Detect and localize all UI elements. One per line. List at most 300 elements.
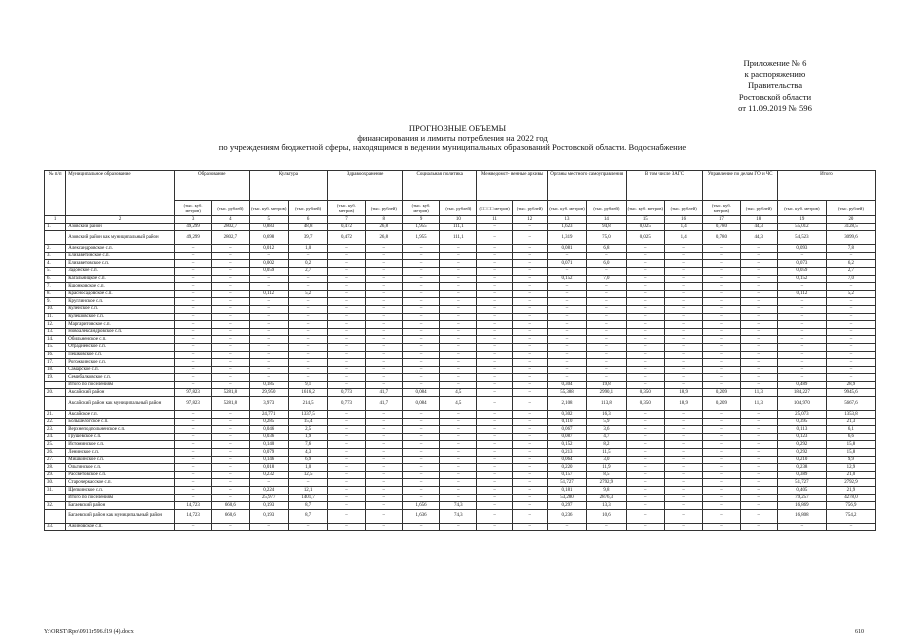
- value-cell: –: [477, 359, 512, 367]
- value-cell: –: [174, 487, 211, 495]
- value-cell: 0,036: [249, 433, 288, 441]
- municipality-cell: Новоалександровское с.п.: [66, 328, 175, 336]
- value-cell: –: [626, 252, 664, 260]
- value-cell: 74,3: [440, 509, 477, 523]
- municipality-cell: Азовский район как муниципальный район: [66, 231, 175, 245]
- value-cell: –: [512, 313, 547, 321]
- value-cell: –: [587, 523, 626, 531]
- value-cell: –: [402, 252, 439, 260]
- value-cell: –: [512, 487, 547, 495]
- header-unit-cell: (тыс. куб. метров): [547, 201, 586, 216]
- appendix-line: Ростовской области: [738, 91, 812, 102]
- title-line-1: ПРОГНОЗНЫЕ ОБЪЕМЫ: [408, 123, 507, 133]
- value-cell: –: [777, 313, 826, 321]
- table-row: [45, 523, 876, 531]
- row-number-cell: 30.: [45, 479, 66, 487]
- value-cell: –: [365, 441, 402, 449]
- value-cell: 104,970: [777, 397, 826, 411]
- row-number-cell: [45, 494, 66, 502]
- value-cell: –: [288, 359, 327, 367]
- value-cell: –: [212, 313, 249, 321]
- table-row: [45, 366, 876, 374]
- column-number-cell: 20: [826, 216, 875, 224]
- document-title: [0, 124, 905, 153]
- value-cell: 0,152: [777, 275, 826, 283]
- value-cell: 54,523: [777, 231, 826, 245]
- value-cell: –: [328, 479, 365, 487]
- value-cell: –: [626, 471, 664, 479]
- value-cell: –: [512, 366, 547, 374]
- column-number-cell: 18: [740, 216, 777, 224]
- table-row: [45, 305, 876, 313]
- data-table: [44, 170, 876, 531]
- column-number-cell: 11: [477, 216, 512, 224]
- value-cell: –: [477, 479, 512, 487]
- value-cell: –: [664, 305, 702, 313]
- value-cell: –: [402, 351, 439, 359]
- value-cell: –: [740, 313, 777, 321]
- value-cell: –: [212, 494, 249, 502]
- value-cell: –: [512, 464, 547, 472]
- row-number-cell: 19.: [45, 374, 66, 382]
- value-cell: –: [512, 290, 547, 298]
- column-number-cell: 6: [288, 216, 327, 224]
- value-cell: –: [249, 321, 288, 329]
- value-cell: –: [365, 374, 402, 382]
- value-cell: 0,146: [249, 456, 288, 464]
- value-cell: –: [328, 381, 365, 389]
- municipality-cell: Елизаветовское с.п.: [66, 260, 175, 268]
- value-cell: –: [826, 351, 875, 359]
- value-cell: –: [587, 267, 626, 275]
- value-cell: –: [547, 343, 586, 351]
- value-cell: –: [740, 275, 777, 283]
- value-cell: 4,7: [587, 433, 626, 441]
- value-cell: –: [477, 231, 512, 245]
- value-cell: 0,084: [402, 397, 439, 411]
- value-cell: –: [328, 359, 365, 367]
- value-cell: –: [512, 321, 547, 329]
- value-cell: 0,698: [249, 231, 288, 245]
- value-cell: –: [664, 433, 702, 441]
- value-cell: –: [740, 267, 777, 275]
- value-cell: –: [477, 449, 512, 457]
- value-cell: –: [174, 433, 211, 441]
- value-cell: 14,723: [174, 509, 211, 523]
- value-cell: –: [328, 336, 365, 344]
- value-cell: 0,773: [328, 397, 365, 411]
- value-cell: –: [365, 267, 402, 275]
- value-cell: 0,773: [328, 389, 365, 397]
- value-cell: –: [703, 381, 740, 389]
- row-number-cell: 22.: [45, 418, 66, 426]
- municipality-cell: Обильненское с.п.: [66, 336, 175, 344]
- table-row: [45, 359, 876, 367]
- value-cell: –: [740, 343, 777, 351]
- value-cell: 1,656: [402, 502, 439, 510]
- value-cell: –: [328, 487, 365, 495]
- value-cell: –: [703, 313, 740, 321]
- value-cell: –: [587, 252, 626, 260]
- value-cell: 2,7: [288, 267, 327, 275]
- value-cell: –: [328, 464, 365, 472]
- value-cell: 2,7: [826, 267, 875, 275]
- value-cell: –: [440, 260, 477, 268]
- value-cell: –: [626, 267, 664, 275]
- value-cell: –: [477, 441, 512, 449]
- value-cell: –: [826, 328, 875, 336]
- value-cell: –: [288, 374, 327, 382]
- value-cell: 0,181: [547, 487, 586, 495]
- value-cell: –: [740, 479, 777, 487]
- value-cell: 9,1: [288, 381, 327, 389]
- value-cell: –: [212, 328, 249, 336]
- value-cell: –: [664, 351, 702, 359]
- value-cell: –: [440, 359, 477, 367]
- value-cell: –: [587, 351, 626, 359]
- value-cell: –: [174, 336, 211, 344]
- value-cell: 21,3: [826, 418, 875, 426]
- value-cell: –: [288, 298, 327, 306]
- value-cell: –: [703, 343, 740, 351]
- value-cell: –: [777, 359, 826, 367]
- value-cell: –: [626, 441, 664, 449]
- municipality-cell: Ленинское с.п.: [66, 449, 175, 457]
- value-cell: –: [328, 494, 365, 502]
- value-cell: –: [477, 283, 512, 291]
- value-cell: 7,8: [826, 245, 875, 253]
- value-cell: –: [440, 441, 477, 449]
- value-cell: 0,389: [777, 471, 826, 479]
- value-cell: 0,018: [249, 464, 288, 472]
- value-cell: 26,8: [365, 223, 402, 231]
- value-cell: –: [365, 252, 402, 260]
- value-cell: 111,1: [440, 223, 477, 231]
- header-group: Межведомст- венные архивы: [477, 171, 547, 201]
- value-cell: –: [477, 471, 512, 479]
- value-cell: 49,299: [174, 223, 211, 231]
- value-cell: 0,213: [547, 449, 586, 457]
- row-number-cell: 1.: [45, 223, 66, 231]
- value-cell: 660,6: [212, 502, 249, 510]
- value-cell: –: [626, 260, 664, 268]
- value-cell: –: [512, 433, 547, 441]
- row-number-cell: 27.: [45, 456, 66, 464]
- value-cell: 24,771: [249, 411, 288, 419]
- value-cell: –: [547, 283, 586, 291]
- row-number-cell: 6.: [45, 275, 66, 283]
- value-cell: –: [402, 479, 439, 487]
- value-cell: –: [512, 351, 547, 359]
- value-cell: –: [512, 359, 547, 367]
- value-cell: –: [365, 464, 402, 472]
- value-cell: –: [740, 366, 777, 374]
- value-cell: –: [440, 426, 477, 434]
- value-cell: –: [512, 471, 547, 479]
- row-number-cell: 26.: [45, 449, 66, 457]
- value-cell: –: [664, 426, 702, 434]
- value-cell: –: [703, 275, 740, 283]
- value-cell: –: [664, 494, 702, 502]
- appendix-block: [690, 58, 860, 114]
- header-unit-cell: (тыс. куб. метров): [249, 201, 288, 216]
- value-cell: 18,9: [664, 397, 702, 411]
- column-number-cell: 15: [626, 216, 664, 224]
- value-cell: –: [402, 426, 439, 434]
- value-cell: –: [365, 351, 402, 359]
- header-unit-cell: (тыс. рублей): [512, 201, 547, 216]
- value-cell: 0,489: [777, 381, 826, 389]
- value-cell: –: [740, 433, 777, 441]
- value-cell: 0,193: [249, 509, 288, 523]
- value-cell: –: [249, 298, 288, 306]
- value-cell: –: [212, 426, 249, 434]
- value-cell: –: [212, 359, 249, 367]
- value-cell: –: [440, 456, 477, 464]
- table-row: [45, 471, 876, 479]
- value-cell: 0,210: [777, 456, 826, 464]
- value-cell: 0,350: [626, 389, 664, 397]
- value-cell: –: [402, 523, 439, 531]
- value-cell: –: [174, 418, 211, 426]
- value-cell: 1,4: [664, 223, 702, 231]
- value-cell: –: [626, 351, 664, 359]
- value-cell: –: [703, 494, 740, 502]
- value-cell: –: [477, 509, 512, 523]
- value-cell: –: [740, 449, 777, 457]
- value-cell: –: [826, 366, 875, 374]
- table-row: [45, 252, 876, 260]
- appendix-line: Правительства: [747, 80, 803, 91]
- value-cell: 0,073: [777, 260, 826, 268]
- value-cell: –: [740, 411, 777, 419]
- value-cell: –: [777, 328, 826, 336]
- value-cell: –: [664, 313, 702, 321]
- page-number: 610: [855, 629, 864, 635]
- row-number-cell: 2.: [45, 245, 66, 253]
- value-cell: 0,395: [777, 418, 826, 426]
- table-row: [45, 487, 876, 495]
- value-cell: 15,8: [826, 449, 875, 457]
- value-cell: –: [740, 494, 777, 502]
- value-cell: –: [626, 366, 664, 374]
- municipality-cell: Верхнеподпольненское с.п.: [66, 426, 175, 434]
- value-cell: –: [703, 321, 740, 329]
- value-cell: –: [477, 487, 512, 495]
- value-cell: –: [703, 298, 740, 306]
- header-group: Управление по делам ГО и ЧС: [703, 171, 778, 201]
- value-cell: –: [626, 374, 664, 382]
- column-number-cell: 19: [777, 216, 826, 224]
- value-cell: –: [826, 336, 875, 344]
- value-cell: –: [212, 523, 249, 531]
- value-cell: –: [402, 328, 439, 336]
- value-cell: –: [477, 389, 512, 397]
- value-cell: –: [664, 449, 702, 457]
- value-cell: –: [547, 366, 586, 374]
- value-cell: –: [402, 433, 439, 441]
- value-cell: –: [664, 441, 702, 449]
- value-cell: –: [440, 449, 477, 457]
- value-cell: –: [212, 343, 249, 351]
- value-cell: 53,280: [547, 494, 586, 502]
- table-row: [45, 336, 876, 344]
- value-cell: –: [440, 366, 477, 374]
- value-cell: –: [477, 381, 512, 389]
- value-cell: 44,3: [740, 223, 777, 231]
- value-cell: 4,5: [440, 389, 477, 397]
- value-cell: –: [402, 381, 439, 389]
- value-cell: –: [740, 328, 777, 336]
- value-cell: –: [703, 433, 740, 441]
- row-number-cell: 4.: [45, 260, 66, 268]
- value-cell: –: [440, 305, 477, 313]
- value-cell: –: [288, 252, 327, 260]
- table-row: [45, 374, 876, 382]
- value-cell: –: [365, 487, 402, 495]
- value-cell: –: [288, 351, 327, 359]
- value-cell: –: [547, 336, 586, 344]
- municipality-cell: Рассветовское с.п.: [66, 471, 175, 479]
- value-cell: –: [664, 252, 702, 260]
- value-cell: 6,9: [288, 456, 327, 464]
- value-cell: –: [402, 418, 439, 426]
- value-cell: 0,084: [402, 389, 439, 397]
- value-cell: –: [547, 351, 586, 359]
- value-cell: 111,1: [440, 231, 477, 245]
- value-cell: –: [740, 336, 777, 344]
- value-cell: 16,808: [777, 509, 826, 523]
- row-number-cell: 5.: [45, 267, 66, 275]
- table-row: [45, 313, 876, 321]
- value-cell: –: [740, 471, 777, 479]
- value-cell: –: [664, 359, 702, 367]
- municipality-cell: Большелогское с.п.: [66, 418, 175, 426]
- value-cell: –: [477, 523, 512, 531]
- table-row: [45, 381, 876, 389]
- row-number-cell: 32.: [45, 502, 66, 510]
- header-unit-cell: (тыс. рублей): [826, 201, 875, 216]
- value-cell: 0,067: [547, 426, 586, 434]
- value-cell: –: [626, 418, 664, 426]
- header-group: В том числе ЗАГС: [626, 171, 703, 201]
- value-cell: 97,823: [174, 389, 211, 397]
- value-cell: –: [740, 509, 777, 523]
- municipality-cell: Итого по поселениям: [66, 381, 175, 389]
- value-cell: –: [703, 523, 740, 531]
- value-cell: –: [212, 366, 249, 374]
- value-cell: 26,8: [365, 231, 402, 245]
- value-cell: –: [288, 366, 327, 374]
- value-cell: 8,2: [587, 441, 626, 449]
- value-cell: –: [740, 290, 777, 298]
- municipality-cell: Багаевский район как муниципальный район: [66, 509, 175, 523]
- value-cell: –: [626, 305, 664, 313]
- value-cell: –: [249, 359, 288, 367]
- value-cell: –: [477, 397, 512, 411]
- value-cell: –: [777, 305, 826, 313]
- value-cell: –: [777, 298, 826, 306]
- header-unit-cell: (тыс. куб. метров): [703, 201, 740, 216]
- value-cell: –: [365, 305, 402, 313]
- value-cell: –: [328, 351, 365, 359]
- value-cell: –: [212, 290, 249, 298]
- value-cell: 0,220: [547, 464, 586, 472]
- value-cell: –: [288, 523, 327, 531]
- value-cell: 41,7: [365, 397, 402, 411]
- value-cell: –: [365, 433, 402, 441]
- value-cell: 4,5: [440, 397, 477, 411]
- value-cell: –: [626, 502, 664, 510]
- value-cell: –: [512, 479, 547, 487]
- value-cell: 29,950: [249, 389, 288, 397]
- value-cell: 9,9: [826, 456, 875, 464]
- value-cell: –: [664, 411, 702, 419]
- header-group: Итого: [777, 171, 875, 201]
- value-cell: 9945,6: [826, 389, 875, 397]
- value-cell: –: [288, 283, 327, 291]
- value-cell: –: [440, 374, 477, 382]
- value-cell: –: [777, 321, 826, 329]
- value-cell: –: [587, 336, 626, 344]
- value-cell: 12,1: [288, 487, 327, 495]
- value-cell: 214,5: [288, 397, 327, 411]
- value-cell: –: [626, 509, 664, 523]
- value-cell: –: [703, 366, 740, 374]
- value-cell: 0,059: [249, 267, 288, 275]
- value-cell: –: [402, 359, 439, 367]
- column-number-cell: 8: [365, 216, 402, 224]
- value-cell: –: [512, 231, 547, 245]
- value-cell: –: [826, 305, 875, 313]
- value-cell: 1337,5: [288, 411, 327, 419]
- value-cell: –: [212, 449, 249, 457]
- table-body: [45, 223, 876, 531]
- table-row: [45, 502, 876, 510]
- value-cell: 0,152: [547, 275, 586, 283]
- value-cell: 0,302: [547, 411, 586, 419]
- value-cell: –: [174, 321, 211, 329]
- value-cell: 0,292: [777, 441, 826, 449]
- value-cell: –: [440, 275, 477, 283]
- value-cell: –: [626, 343, 664, 351]
- value-cell: –: [703, 305, 740, 313]
- value-cell: 0,238: [777, 464, 826, 472]
- value-cell: –: [664, 374, 702, 382]
- header-group: Социальная политика: [402, 171, 477, 201]
- column-number-cell: 12: [512, 216, 547, 224]
- value-cell: –: [826, 523, 875, 531]
- value-cell: –: [365, 336, 402, 344]
- table-row: [45, 426, 876, 434]
- municipality-cell: Кулешовское с.п.: [66, 313, 175, 321]
- value-cell: –: [512, 298, 547, 306]
- value-cell: –: [664, 502, 702, 510]
- value-cell: –: [512, 260, 547, 268]
- value-cell: –: [512, 502, 547, 510]
- row-number-cell: 11.: [45, 313, 66, 321]
- value-cell: 94,8: [587, 223, 626, 231]
- column-number-cell: 9: [402, 216, 439, 224]
- value-cell: 48,8: [288, 223, 327, 231]
- value-cell: –: [440, 336, 477, 344]
- value-cell: –: [212, 411, 249, 419]
- value-cell: 6,0: [587, 260, 626, 268]
- value-cell: –: [664, 321, 702, 329]
- row-number-cell: 10.: [45, 305, 66, 313]
- table-row: [45, 298, 876, 306]
- value-cell: –: [703, 245, 740, 253]
